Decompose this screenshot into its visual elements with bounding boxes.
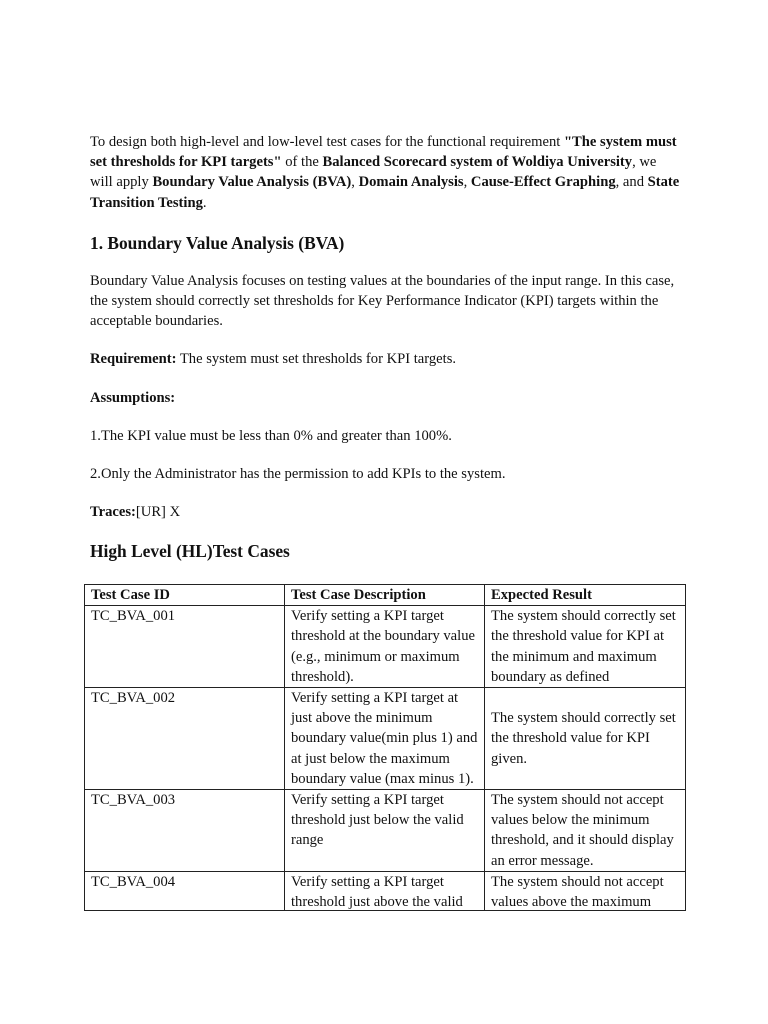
test-case-id: TC_BVA_002 (85, 688, 285, 790)
expected-result: The system should not accept values below the minimum threshold, and it should display an error message. (485, 790, 686, 872)
assumption-2: 2.Only the Administrator has the permission to add KPIs to the system. (90, 466, 506, 483)
bva-description: Boundary Value Analysis focuses on testing values at the boundaries of the input range. In this case, the system should correctly set thresholds for Key Performance Indicator (KPI) targets within the acceptable boundaries. (90, 272, 675, 330)
assumption-1: 1.The KPI value must be less than 0% and greater than 100%. (90, 427, 452, 444)
intro-text-5: , (463, 174, 471, 191)
requirement-label: Requirement: (90, 351, 177, 368)
intro-paragraph (90, 132, 680, 213)
hl-test-cases-heading: High Level (HL)Test Cases (90, 541, 290, 562)
traces-text: [UR] X (135, 504, 181, 521)
test-case-id-text: TC_BVA_004 (91, 873, 176, 890)
intro-technique-state: State Transition Testing (90, 174, 680, 211)
header-expected-result: Expected Result (485, 585, 686, 606)
table-row (85, 871, 686, 910)
traces-label: Traces: (90, 504, 136, 521)
test-case-id (85, 871, 285, 910)
header-test-case-id: Test Case ID (85, 585, 285, 606)
table-row (85, 790, 686, 872)
test-case-id: TC_BVA_003 (85, 790, 285, 872)
traces-line (90, 502, 680, 522)
table-header-row (85, 585, 686, 606)
intro-text-1: To design both high-level and low-level test cases for the functional requirement (90, 134, 564, 150)
test-case-description-text: Verify setting a KPI target threshold just above the valid (291, 873, 463, 910)
intro-text-3: , we will apply (90, 154, 657, 191)
test-case-description: Verify setting a KPI target threshold at the boundary value (e.g., minimum or maximum threshold). (285, 606, 485, 688)
intro-text-7: . (202, 194, 207, 211)
expected-result: The system should correctly set the threshold value for KPI given. (485, 688, 686, 790)
test-case-description: Verify setting a KPI target at just above the minimum boundary value(min plus 1) and at just below the maximum boundary value (max minus 1). (285, 688, 485, 790)
requirement-text: The system must set thresholds for KPI targets. (176, 351, 457, 368)
table-row (85, 688, 686, 790)
expected-result (485, 871, 686, 910)
document-page (90, 132, 680, 580)
test-case-id: TC_BVA_001 (85, 606, 285, 688)
assumptions-label-text: Assumptions: (90, 389, 176, 406)
intro-technique-domain: Domain Analysis (358, 174, 464, 191)
section-heading-bva: 1. Boundary Value Analysis (BVA) (90, 232, 345, 253)
intro-technique-bva: Boundary Value Analysis (BVA) (152, 174, 352, 191)
test-case-description (285, 871, 485, 910)
intro-requirement-quote: "The system must set thresholds for KPI targets" (90, 134, 677, 171)
intro-text-6: , and (615, 174, 648, 191)
intro-technique-cause-effect: Cause-Effect Graphing (470, 174, 616, 191)
intro-system-name: Balanced Scorecard system of Woldiya University (322, 154, 633, 171)
expected-result: The system should correctly set the threshold value for KPI at the minimum and maximum boundary as defined (485, 606, 686, 688)
expected-result-text: The system should not accept values above the maximum (491, 873, 664, 910)
intro-text-4: , (351, 174, 359, 191)
assumptions-label (90, 388, 680, 408)
intro-text-2: of the (281, 154, 323, 171)
requirement-line (90, 349, 680, 369)
header-test-case-description: Test Case Description (285, 585, 485, 606)
test-case-description: Verify setting a KPI target threshold just below the valid range (285, 790, 485, 872)
hl-test-case-table (84, 584, 686, 911)
table-row (85, 606, 686, 688)
